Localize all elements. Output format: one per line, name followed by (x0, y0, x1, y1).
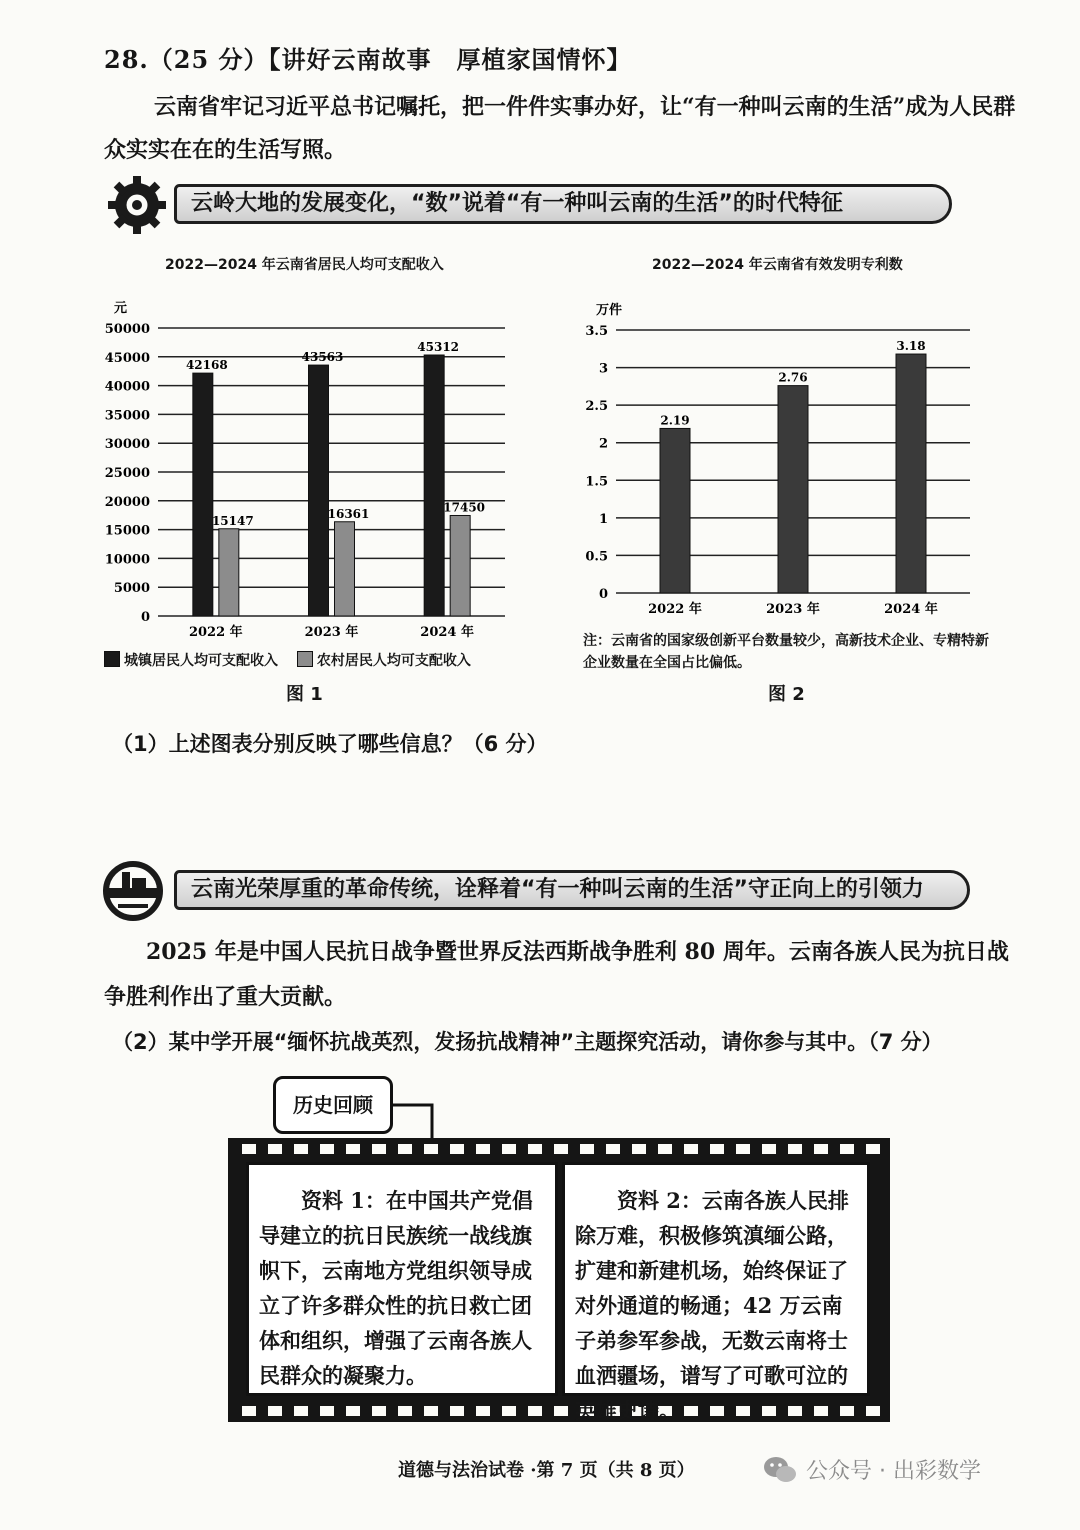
chart1 (100, 290, 540, 650)
y-tick-label: 25000 (104, 466, 150, 481)
y-tick-label: 0 (598, 587, 608, 602)
x-tick-label: 2023 年 (766, 602, 820, 617)
film-hole (632, 1144, 646, 1154)
y-tick-label: 0.5 (585, 549, 608, 565)
data-label: 16361 (327, 506, 370, 521)
film-hole (866, 1144, 880, 1154)
film-hole (580, 1144, 594, 1154)
y-tick-label: 50000 (104, 322, 150, 337)
y-axis-unit: 万件 (596, 303, 623, 318)
film-hole (372, 1144, 386, 1154)
data-label: 2.76 (778, 370, 808, 385)
wechat-icon (762, 1452, 798, 1488)
y-tick-label: 35000 (104, 408, 150, 424)
data-label: 15147 (211, 513, 254, 528)
y-tick-label: 2.5 (585, 399, 608, 415)
figure1-label: 图 1 (286, 684, 323, 705)
data-label: 43563 (301, 350, 344, 365)
film-hole (788, 1144, 802, 1154)
gear-icon (104, 172, 170, 238)
film-hole (866, 1406, 880, 1416)
film-hole (814, 1144, 828, 1154)
x-tick-label: 2024 年 (420, 625, 475, 640)
data-label: 45312 (417, 340, 460, 355)
bar (660, 428, 690, 593)
section2-banner-text: 云南光荣厚重的革命传统，诠释着“有一种叫云南的生活”守正向上的引领力 (174, 870, 970, 910)
y-tick-label: 2 (598, 436, 608, 452)
bar (219, 529, 239, 616)
bar (309, 365, 329, 616)
y-tick-label: 3 (598, 361, 608, 377)
film-hole (242, 1144, 256, 1154)
chart1-legend (104, 650, 471, 670)
bar (896, 354, 926, 593)
x-tick-label: 2024 年 (884, 602, 938, 617)
bar (193, 373, 213, 616)
bar (450, 515, 470, 616)
history-tag: 历史回顾 (273, 1076, 393, 1134)
chart2 (580, 290, 980, 620)
film-hole (372, 1406, 386, 1416)
film-hole (346, 1144, 360, 1154)
bar (424, 355, 444, 616)
y-tick-label: 0 (140, 610, 150, 625)
tag-connector (390, 1100, 440, 1140)
section1-banner-text: 云岭大地的发展变化，“数”说着“有一种叫云南的生活”的时代特征 (174, 184, 952, 224)
material-2-box (562, 1162, 870, 1423)
y-tick-label: 5000 (113, 581, 150, 597)
material-2-text: 资料 2：云南各族人民排除万难，积极修筑滇缅公路，扩建和新建机场，始终保证了对外通道的畅通；42 万云南子弟参军参战，无数云南将士血洒疆场，谱写了可歌可泣的英雄史诗。 (575, 1188, 849, 1423)
page-footer: 道德与法治试卷 ·第 7 页（共 8 页） (398, 1460, 695, 1481)
material-1-box (246, 1162, 558, 1396)
section2-paragraph: 2025 年是中国人民抗日战争暨世界反法西斯战争胜利 80 周年。云南各族人民为抗日战争胜利作出了重大贡献。 (104, 939, 1009, 1010)
watermark: 公众号 · 出彩数学 (806, 1459, 981, 1484)
question-intro: 云南省牢记习近平总书记嘱托，把一件件实事办好，让“有一种叫云南的生活”成为人民群众实实在在的生活写照。 (104, 94, 1016, 163)
film-hole (450, 1406, 464, 1416)
film-hole (398, 1406, 412, 1416)
film-hole (476, 1144, 490, 1154)
y-tick-label: 3.5 (585, 324, 608, 339)
figure2-label: 图 2 (768, 684, 805, 705)
x-tick-label: 2022 年 (188, 625, 243, 640)
film-hole (840, 1144, 854, 1154)
y-axis-unit: 元 (114, 301, 128, 316)
film-hole (554, 1406, 568, 1416)
chart2-title: 2022—2024 年云南省有效发明专利数 (652, 257, 903, 273)
legend-rural (297, 653, 471, 669)
film-hole (684, 1144, 698, 1154)
film-hole (424, 1144, 438, 1154)
film-hole (294, 1406, 308, 1416)
legend-rural-label: 农村居民人均可支配收入 (316, 653, 471, 669)
film-hole (268, 1406, 282, 1416)
legend-urban-label: 城镇居民人均可支配收入 (124, 653, 278, 669)
film-hole (606, 1144, 620, 1154)
film-hole (346, 1406, 360, 1416)
film-hole (658, 1144, 672, 1154)
data-label: 2.19 (660, 413, 690, 428)
material-1-text: 资料 1：在中国共产党倡导建立的抗日民族统一战线旗帜下，云南地方党组织领导成立了许多群众性的抗日救亡团体和组织，增强了云南各族人民群众的凝聚力。 (259, 1188, 533, 1388)
film-hole (320, 1144, 334, 1154)
film-hole (398, 1144, 412, 1154)
film-hole (242, 1406, 256, 1416)
monument-icon (100, 858, 166, 924)
y-tick-label: 1 (598, 511, 608, 527)
film-hole (476, 1406, 490, 1416)
film-hole (424, 1406, 438, 1416)
y-tick-label: 15000 (104, 523, 150, 539)
chart1-title: 2022—2024 年云南省居民人均可支配收入 (165, 257, 444, 273)
chart2-note: 注：云南省的国家级创新平台数量较少，高新技术企业、专精特新企业数量在全国占比偏低。 (583, 633, 989, 671)
film-hole (450, 1144, 464, 1154)
y-tick-label: 20000 (104, 494, 150, 510)
legend-urban (104, 653, 278, 669)
film-hole (502, 1144, 516, 1154)
section1-banner (104, 182, 954, 228)
sub-question-1: （1）上述图表分别反映了哪些信息？（6 分） (112, 732, 548, 756)
data-label: 42168 (185, 358, 228, 373)
legend-urban-swatch (104, 651, 120, 667)
x-tick-label: 2023 年 (304, 625, 359, 640)
film-hole (762, 1144, 776, 1154)
y-tick-label: 30000 (104, 437, 150, 453)
film-hole (294, 1144, 308, 1154)
y-tick-label: 45000 (104, 350, 150, 366)
legend-rural-swatch (297, 651, 313, 667)
y-tick-label: 40000 (104, 379, 150, 395)
y-tick-label: 10000 (104, 552, 150, 568)
data-label: 3.18 (896, 339, 926, 354)
question-title: 28.（25 分）【讲好云南故事 厚植家国情怀】 (104, 45, 632, 74)
sub-question-2: （2）某中学开展“缅怀抗战英烈，发扬抗战精神”主题探究活动，请你参与其中。（7 分） (112, 1030, 943, 1054)
x-tick-label: 2022 年 (648, 602, 702, 617)
film-hole (736, 1144, 750, 1154)
film-hole (528, 1406, 542, 1416)
bar (335, 522, 355, 616)
film-hole (502, 1406, 516, 1416)
data-label: 17450 (443, 500, 486, 515)
film-hole (710, 1144, 724, 1154)
film-hole (268, 1144, 282, 1154)
film-hole (320, 1406, 334, 1416)
section2-banner (104, 868, 970, 914)
film-hole (528, 1144, 542, 1154)
y-tick-label: 1.5 (585, 474, 608, 490)
bar (778, 386, 808, 593)
film-hole (554, 1144, 568, 1154)
